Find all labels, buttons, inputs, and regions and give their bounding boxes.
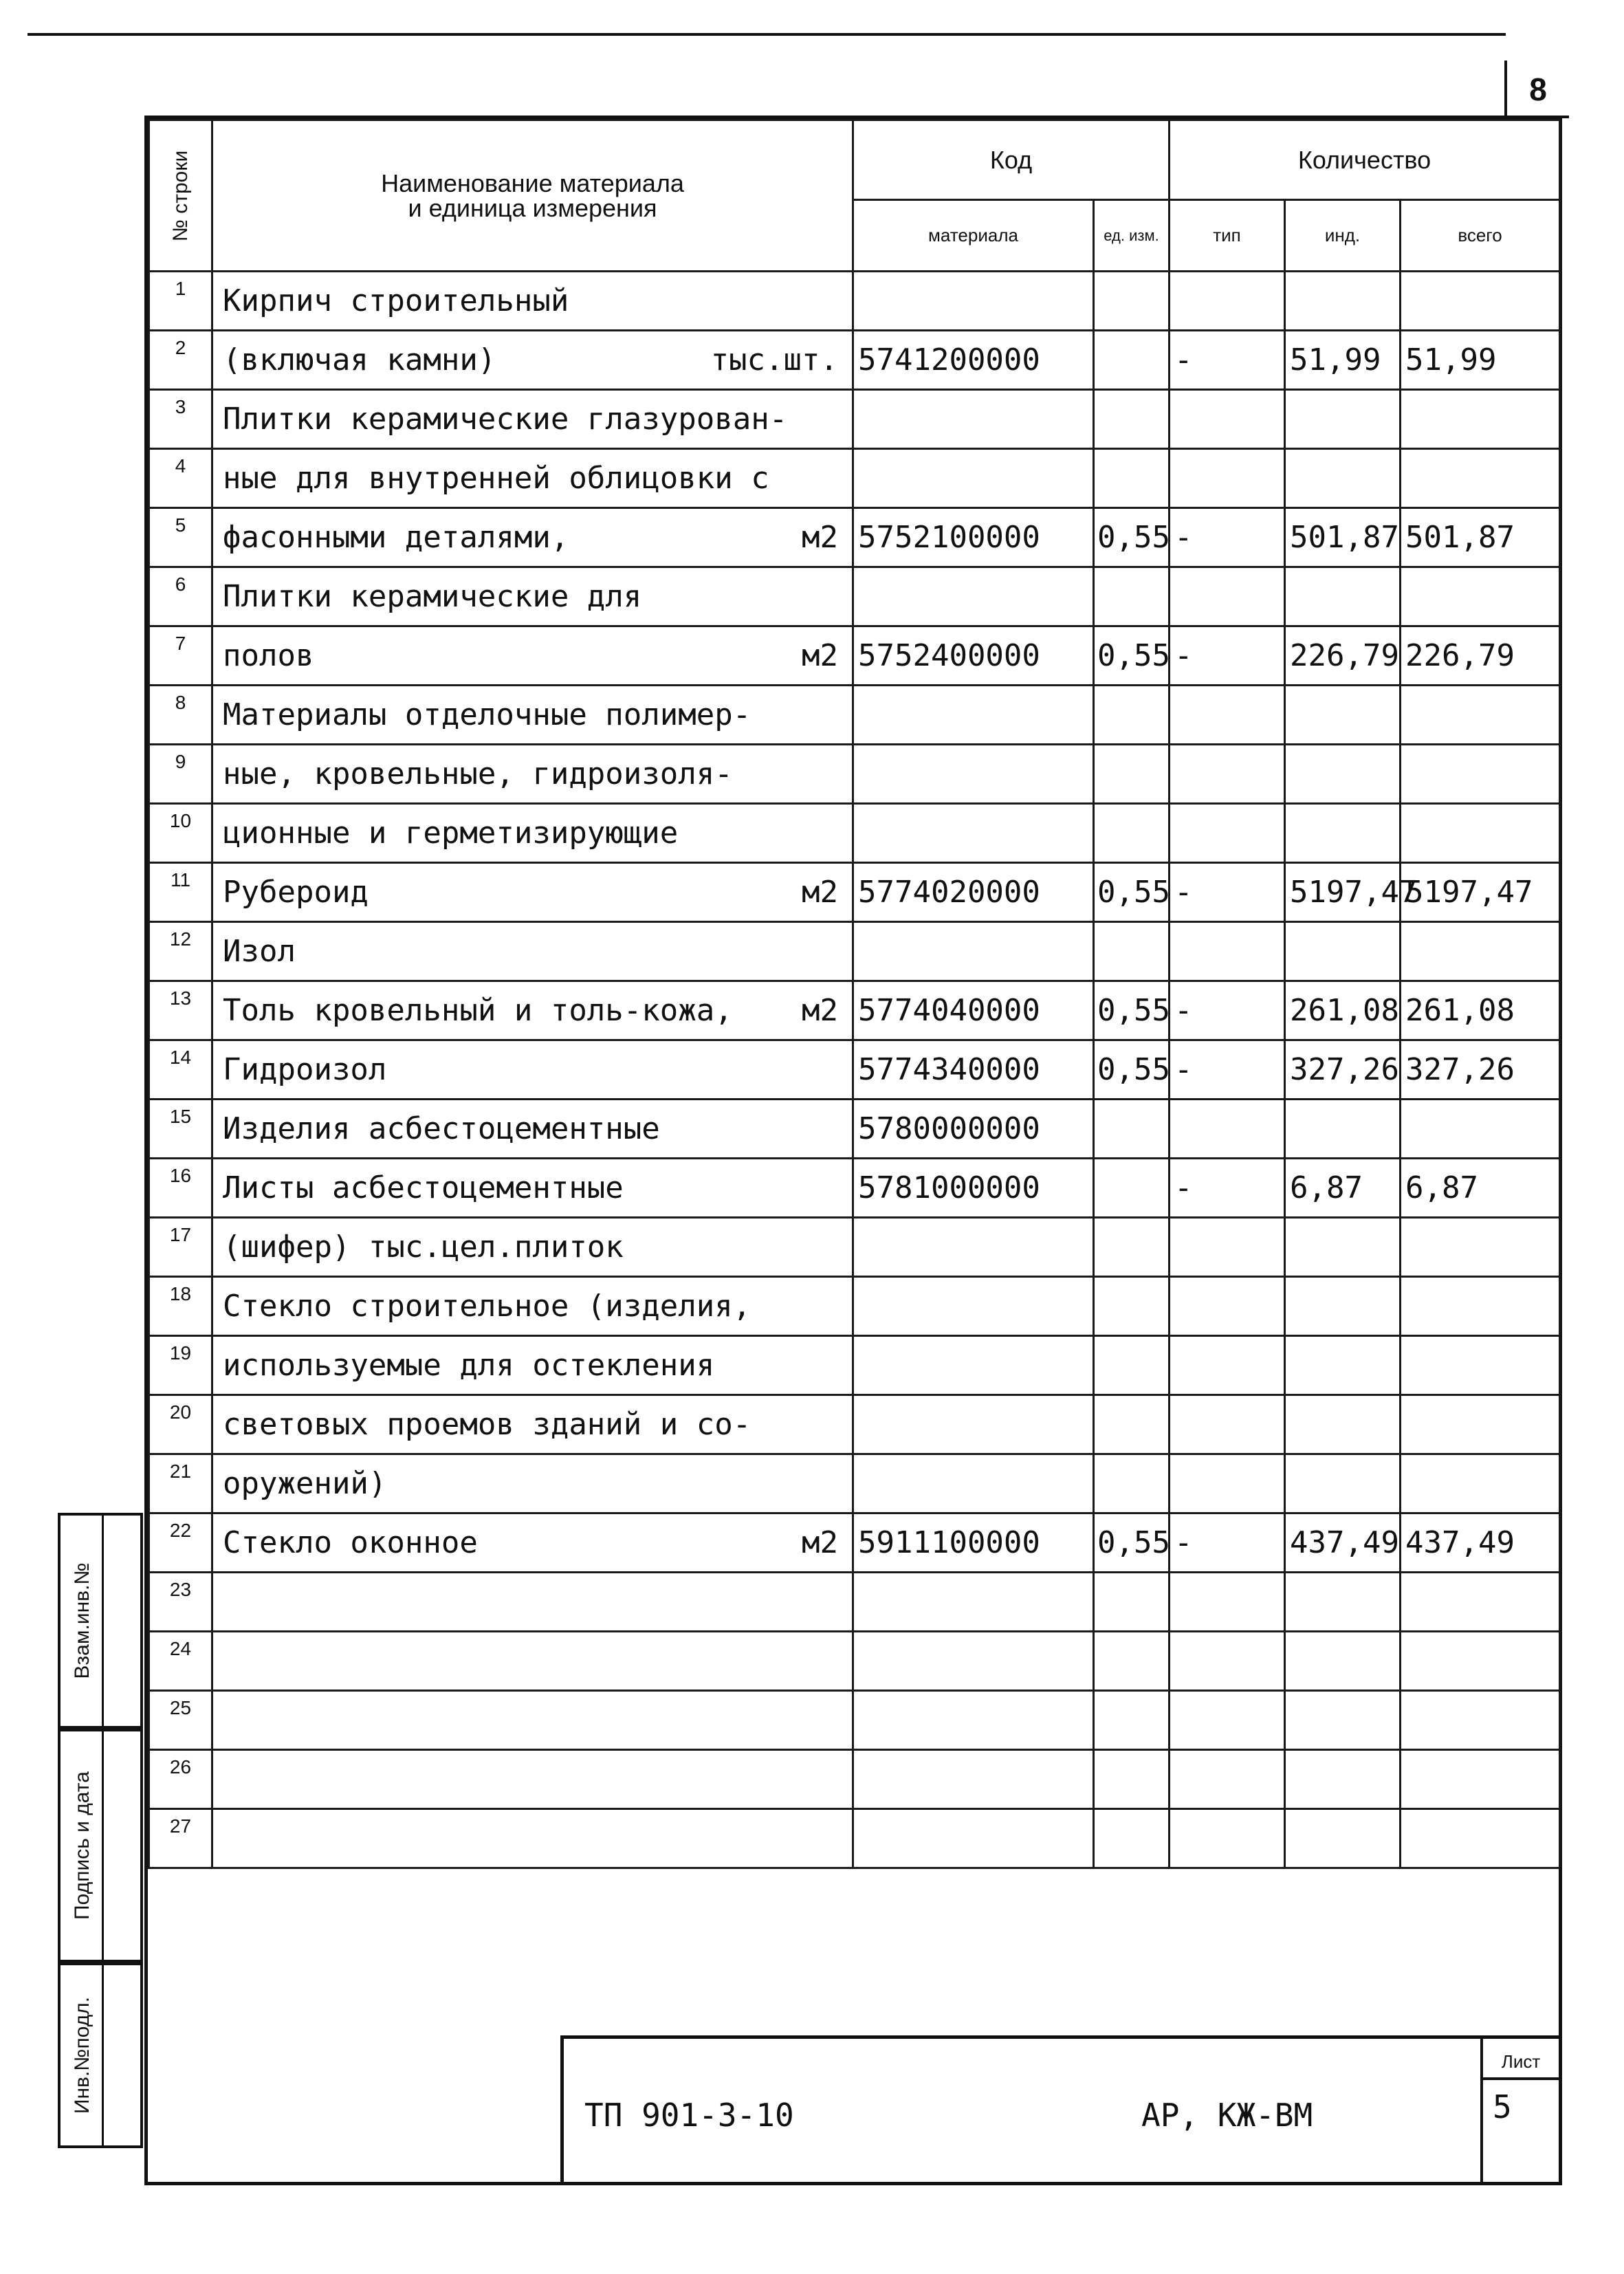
material-name-cell [212,981,853,1040]
quantity-ind: 6,87 [1285,1159,1401,1218]
material-code [853,390,1094,449]
unit-coefficient [1094,1395,1170,1454]
row-number: 15 [149,1100,212,1159]
quantity-ind [1285,745,1401,804]
material-name-cell [212,686,853,745]
side-block-signature [58,1729,143,1963]
row-number: 7 [149,626,212,686]
header-unit: ед. изм. [1094,200,1170,272]
quantity-type: - [1170,863,1285,922]
unit-coefficient [1094,449,1170,508]
unit-coefficient [1094,1454,1170,1513]
material-name: Гидроизол [223,1052,387,1087]
quantity-total [1401,272,1560,331]
material-name: Толь кровельный и толь-кожа, [223,993,733,1028]
header-code: Код [853,120,1170,200]
quantity-type [1170,1632,1285,1691]
row-number: 5 [149,508,212,567]
material-name: ные, кровельные, гидроизоля- [223,756,733,791]
quantity-total [1401,922,1560,981]
row-number: 3 [149,390,212,449]
row-number: 1 [149,272,212,331]
table-row [149,626,1560,686]
table-row [149,390,1560,449]
table-row [149,745,1560,804]
material-code: 5752400000 [853,626,1094,686]
material-name-cell [212,331,853,390]
quantity-ind [1285,449,1401,508]
quantity-total: 501,87 [1401,508,1560,567]
unit-coefficient: 0,55 [1094,508,1170,567]
material-name-cell [212,1809,853,1868]
unit-coefficient [1094,272,1170,331]
sheet-label: Лист [1483,2046,1559,2080]
quantity-ind [1285,804,1401,863]
table-row [149,863,1560,922]
table-row [149,1809,1560,1868]
material-name: световых проемов зданий и со- [223,1407,751,1442]
unit-coefficient: 0,55 [1094,863,1170,922]
unit-coefficient: 0,55 [1094,626,1170,686]
header-row-1 [149,120,1560,200]
quantity-type: - [1170,981,1285,1040]
material-name-cell [212,449,853,508]
sheet-cell [1480,2039,1559,2182]
table-row [149,1395,1560,1454]
table-row [149,1336,1560,1395]
quantity-type [1170,1395,1285,1454]
quantity-ind [1285,1691,1401,1750]
unit-coefficient [1094,1159,1170,1218]
table-row [149,1454,1560,1513]
material-code: 5752100000 [853,508,1094,567]
header-total: всего [1401,200,1560,272]
quantity-total [1401,1750,1560,1809]
quantity-ind [1285,1218,1401,1277]
material-name: Кирпич строительный [223,283,569,318]
quantity-total [1401,390,1560,449]
material-name-cell [212,567,853,626]
header-type: тип [1170,200,1285,272]
material-name: Стекло строительное (изделия, [223,1289,751,1324]
quantity-type [1170,1100,1285,1159]
quantity-total [1401,1336,1560,1395]
row-number: 25 [149,1691,212,1750]
material-unit: м2 [802,993,838,1028]
material-name-cell [212,1336,853,1395]
quantity-total [1401,804,1560,863]
table-row [149,981,1560,1040]
quantity-type [1170,567,1285,626]
header-name [212,120,853,272]
material-name-cell [212,1750,853,1809]
row-number: 19 [149,1336,212,1395]
quantity-total [1401,1100,1560,1159]
material-name: (шифер) тыс.цел.плиток [223,1229,624,1265]
material-code [853,1573,1094,1632]
material-code: 5781000000 [853,1159,1094,1218]
quantity-total [1401,1691,1560,1750]
material-name-cell [212,922,853,981]
unit-coefficient [1094,745,1170,804]
quantity-total [1401,1573,1560,1632]
quantity-type: - [1170,1040,1285,1100]
table-row [149,331,1560,390]
quantity-type [1170,1691,1285,1750]
material-name-cell [212,508,853,567]
row-number: 9 [149,745,212,804]
material-name-cell [212,863,853,922]
quantity-type: - [1170,508,1285,567]
material-name: Изделия асбестоцементные [223,1111,660,1146]
material-name-cell [212,1218,853,1277]
material-code [853,272,1094,331]
material-name: оружений) [223,1466,387,1501]
quantity-total: 261,08 [1401,981,1560,1040]
quantity-total: 327,26 [1401,1040,1560,1100]
material-name: Листы асбестоцементные [223,1170,624,1205]
row-number: 22 [149,1513,212,1573]
side-block-inventory [58,1963,143,2148]
row-number: 26 [149,1750,212,1809]
material-code: 5911100000 [853,1513,1094,1573]
material-name-cell [212,626,853,686]
material-code [853,1750,1094,1809]
table-row [149,1573,1560,1632]
material-code [853,1809,1094,1868]
quantity-ind [1285,567,1401,626]
quantity-ind [1285,1395,1401,1454]
material-name-cell [212,272,853,331]
row-number: 13 [149,981,212,1040]
unit-coefficient [1094,567,1170,626]
quantity-ind [1285,1336,1401,1395]
unit-coefficient [1094,331,1170,390]
table-row [149,1691,1560,1750]
material-name: полов [223,638,314,673]
quantity-type: - [1170,1513,1285,1573]
quantity-type [1170,922,1285,981]
quantity-ind [1285,922,1401,981]
unit-coefficient [1094,390,1170,449]
quantity-type [1170,1277,1285,1336]
material-code [853,1454,1094,1513]
material-code [853,1336,1094,1395]
table-row [149,508,1560,567]
row-number: 16 [149,1159,212,1218]
unit-coefficient [1094,1218,1170,1277]
quantity-ind: 437,49 [1285,1513,1401,1573]
quantity-type [1170,1454,1285,1513]
quantity-total: 6,87 [1401,1159,1560,1218]
header-material: материала [853,200,1094,272]
row-number: 2 [149,331,212,390]
table-row [149,804,1560,863]
quantity-total [1401,1277,1560,1336]
quantity-total [1401,745,1560,804]
materials-table [148,119,1561,1869]
material-code [853,567,1094,626]
stamp-doc: АР, КЖ-ВМ [1141,2097,1313,2134]
material-name-cell [212,1632,853,1691]
material-code [853,1395,1094,1454]
quantity-total [1401,567,1560,626]
unit-coefficient [1094,1809,1170,1868]
material-code [853,1277,1094,1336]
material-name: (включая камни) [223,342,496,378]
unit-coefficient [1094,1100,1170,1159]
quantity-total [1401,449,1560,508]
quantity-ind [1285,1809,1401,1868]
unit-coefficient [1094,922,1170,981]
side-label-inventory: Инв.№подл. [63,1965,104,2145]
quantity-type [1170,1218,1285,1277]
material-name-cell [212,804,853,863]
unit-coefficient [1094,1277,1170,1336]
unit-coefficient: 0,55 [1094,1513,1170,1573]
stamp-code: ТП 901-3-10 [584,2097,794,2134]
material-code: 5741200000 [853,331,1094,390]
material-name: ные для внутренней облицовки с [223,461,769,496]
row-number: 4 [149,449,212,508]
material-code [853,1632,1094,1691]
table-row [149,1513,1560,1573]
material-name: Изол [223,934,296,969]
header-ind: инд. [1285,200,1401,272]
material-code [853,1691,1094,1750]
quantity-type [1170,1750,1285,1809]
table-row [149,272,1560,331]
quantity-ind [1285,1454,1401,1513]
material-name-cell [212,1573,853,1632]
quantity-total [1401,1395,1560,1454]
material-name-cell [212,745,853,804]
material-name-cell [212,1159,853,1218]
quantity-type [1170,1336,1285,1395]
header-row-number: № строки [149,120,212,272]
sheet-number: 5 [1493,2088,1512,2125]
quantity-ind [1285,1100,1401,1159]
unit-coefficient [1094,1632,1170,1691]
material-name-cell [212,1395,853,1454]
table-row [149,922,1560,981]
unit-coefficient: 0,55 [1094,981,1170,1040]
quantity-ind [1285,390,1401,449]
material-name: используемые для остекления [223,1348,715,1383]
material-name-cell [212,1100,853,1159]
unit-coefficient [1094,1336,1170,1395]
row-number: 11 [149,863,212,922]
material-unit: м2 [802,1525,838,1560]
quantity-total: 226,79 [1401,626,1560,686]
quantity-ind: 5197,47 [1285,863,1401,922]
table-row [149,1100,1560,1159]
material-name-cell [212,1513,853,1573]
material-code [853,804,1094,863]
material-code [853,745,1094,804]
quantity-ind: 261,08 [1285,981,1401,1040]
quantity-ind [1285,686,1401,745]
row-number: 14 [149,1040,212,1100]
material-name: ционные и герметизирующие [223,816,679,851]
quantity-type: - [1170,1159,1285,1218]
unit-coefficient [1094,1691,1170,1750]
material-name: Плитки керамические для [223,579,642,614]
quantity-ind [1285,1573,1401,1632]
material-name: фасонными деталями, [223,520,569,555]
quantity-type [1170,390,1285,449]
row-number: 17 [149,1218,212,1277]
unit-coefficient [1094,1750,1170,1809]
row-number: 20 [149,1395,212,1454]
header-name-line1: Наименование материала [381,168,684,197]
material-name-cell [212,1691,853,1750]
material-name-cell [212,1454,853,1513]
quantity-ind [1285,272,1401,331]
quantity-total [1401,1632,1560,1691]
material-code [853,922,1094,981]
header-quantity: Количество [1170,120,1560,200]
material-name: Стекло оконное [223,1525,478,1560]
page-mark: 8 [1504,61,1569,118]
top-rule [28,33,1506,36]
row-number: 27 [149,1809,212,1868]
quantity-type [1170,804,1285,863]
table-row [149,1218,1560,1277]
material-name: Плитки керамические глазурован- [223,402,788,437]
quantity-total [1401,1454,1560,1513]
quantity-total: 5197,47 [1401,863,1560,922]
quantity-total [1401,1218,1560,1277]
quantity-total [1401,686,1560,745]
title-block [560,2035,1559,2182]
quantity-type: - [1170,626,1285,686]
quantity-type [1170,686,1285,745]
quantity-ind: 501,87 [1285,508,1401,567]
unit-coefficient [1094,686,1170,745]
unit-coefficient [1094,804,1170,863]
row-number: 10 [149,804,212,863]
table-row [149,449,1560,508]
quantity-type [1170,1809,1285,1868]
unit-coefficient [1094,1573,1170,1632]
table-row [149,1277,1560,1336]
quantity-type [1170,1573,1285,1632]
material-code: 5774340000 [853,1040,1094,1100]
unit-coefficient: 0,55 [1094,1040,1170,1100]
quantity-total: 51,99 [1401,331,1560,390]
quantity-type [1170,272,1285,331]
row-number: 12 [149,922,212,981]
material-code: 5774040000 [853,981,1094,1040]
material-unit: м2 [802,875,838,910]
material-code: 5774020000 [853,863,1094,922]
quantity-type [1170,449,1285,508]
table-row [149,1632,1560,1691]
material-name-cell [212,390,853,449]
material-name-cell [212,1277,853,1336]
quantity-ind: 226,79 [1285,626,1401,686]
material-code [853,449,1094,508]
row-number: 23 [149,1573,212,1632]
material-name: Материалы отделочные полимер- [223,697,751,732]
material-unit: м2 [802,638,838,673]
row-number: 8 [149,686,212,745]
side-label-signature: Подпись и дата [63,1731,104,1960]
material-name: Рубероид [223,875,369,910]
material-code [853,1218,1094,1277]
quantity-ind: 327,26 [1285,1040,1401,1100]
table-row [149,567,1560,626]
quantity-total: 437,49 [1401,1513,1560,1573]
material-name-cell [212,1040,853,1100]
table-row [149,1159,1560,1218]
side-block-replacement [58,1513,143,1729]
table-row [149,1040,1560,1100]
quantity-type: - [1170,331,1285,390]
quantity-ind [1285,1632,1401,1691]
row-number: 18 [149,1277,212,1336]
side-label-replacement: Взам.инв.№ [63,1516,104,1726]
header-name-line2: и единица измерения [408,193,657,222]
quantity-ind [1285,1750,1401,1809]
row-number: 6 [149,567,212,626]
quantity-type [1170,745,1285,804]
material-code [853,686,1094,745]
material-unit: тыс.шт. [710,342,838,378]
quantity-ind [1285,1277,1401,1336]
material-unit: м2 [802,520,838,555]
table-row [149,1750,1560,1809]
row-number: 24 [149,1632,212,1691]
quantity-ind: 51,99 [1285,331,1401,390]
table-row [149,686,1560,745]
material-code: 5780000000 [853,1100,1094,1159]
quantity-total [1401,1809,1560,1868]
row-number: 21 [149,1454,212,1513]
